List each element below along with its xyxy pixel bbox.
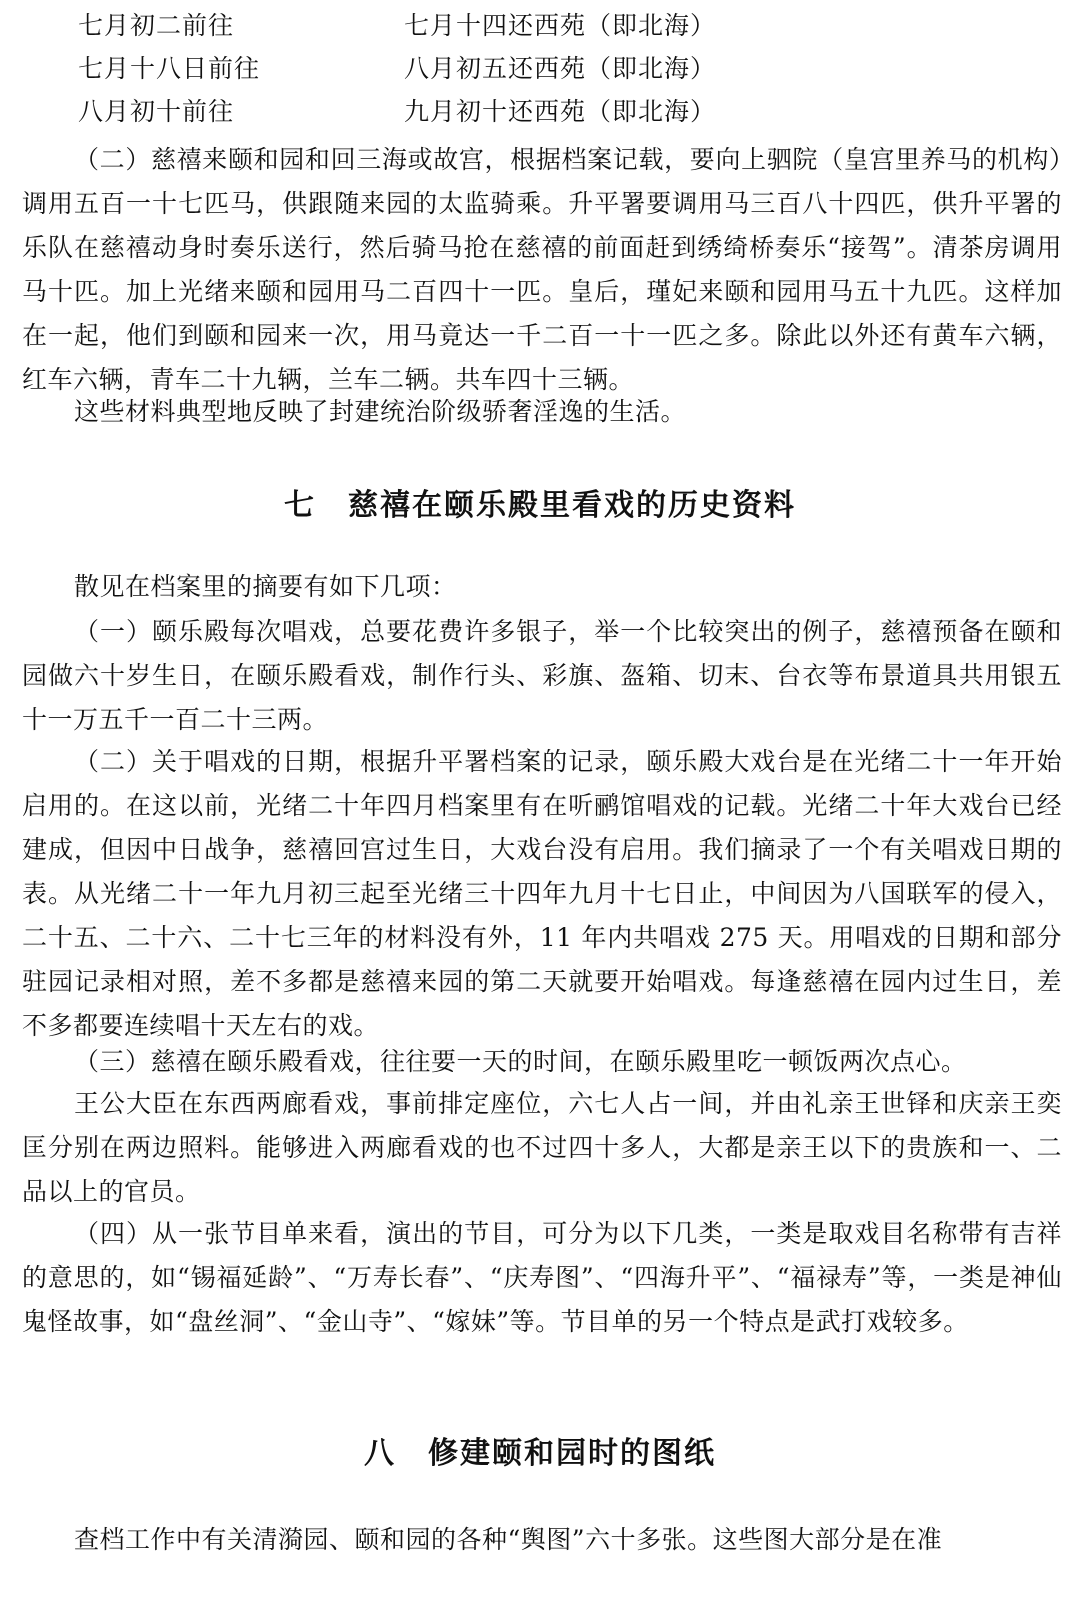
schedule-return: 九月初十还西苑（即北海） <box>404 97 717 126</box>
paragraph-summary: 这些材料典型地反映了封建统治阶级骄奢淫逸的生活。 <box>74 397 687 426</box>
paragraph-drawings: 查档工作中有关清漪园、颐和园的各种“舆图”六十多张。这些图大部分是在准 <box>74 1525 943 1554</box>
schedule-depart: 七月十八日前往 <box>78 54 261 83</box>
paragraph-intro: 散见在档案里的摘要有如下几项： <box>74 572 457 601</box>
schedule-row <box>78 92 717 132</box>
schedule-depart: 八月初十前往 <box>78 97 235 126</box>
paragraph-item-4: （四）从一张节目单来看，演出的节目，可分为以下几类，一类是取戏目名称带有吉祥的意思的，如“锡福延龄”、“万寿长春”、“庆寿图”、“四海升平”、“福禄寿”等，一类是神仙鬼怪故事，如“盘丝洞”、“金山寺”、“嫁妹”等。节目单的另一个特点是武打戏较多。 <box>22 1219 1062 1336</box>
paragraph-horses-carriages: （二）慈禧来颐和园和回三海或故宫，根据档案记载，要向上驷院（皇宫里养马的机构）调用五百一十七匹马，供跟随来园的太监骑乘。升平署要调用马三百八十四匹，供升平署的乐队在慈禧动身时奏乐送行，然后骑马抢在慈禧的前面赶到绣绮桥奏乐“接驾”。清茶房调用马十匹。加上光绪来颐和园用马二百四十一匹。皇后，瑾妃来颐和园用马五十九匹。这样加在一起，他们到颐和园来一次，用马竟达一千二百一十一匹之多。除此以外还有黄车六辆，红车六辆，青车二十九辆，兰车二辆。共车四十三辆。 <box>22 145 1062 394</box>
paragraph-item-1: （一）颐乐殿每次唱戏，总要花费许多银子，举一个比较突出的例子，慈禧预备在颐和园做六十岁生日，在颐乐殿看戏，制作行头、彩旗、盔箱、切末、台衣等布景道具共用银五十一万五千一百二十三两。 <box>22 617 1062 734</box>
section-8-heading: 八 修建颐和园时的图纸 <box>364 1436 716 1471</box>
section-7-heading: 七 慈禧在颐乐殿里看戏的历史资料 <box>284 488 796 523</box>
paragraph-item-2: （二）关于唱戏的日期，根据升平署档案的记录，颐乐殿大戏台是在光绪二十一年开始启用的。在这以前，光绪二十年四月档案里有在听鹂馆唱戏的记载。光绪二十年大戏台已经建成，但因中日战争，慈禧回宫过生日，大戏台没有启用。我们摘录了一个有关唱戏日期的表。从光绪二十一年九月初三起至光绪三十四年九月十七日止，中间因为八国联军的侵入，二十五、二十六、二十七三年的材料没有外，11 年内共唱戏 275 天。用唱戏的日期和部分驻园记录相对照，差不多都是慈禧来园的第二天就要开始唱戏。每逢慈禧在园内过生日，差不多都要连续唱十天左右的戏。 <box>22 747 1062 1040</box>
schedule-return: 七月十四还西苑（即北海） <box>404 11 717 40</box>
schedule-row <box>78 6 717 46</box>
paragraph-item-3-continued: 王公大臣在东西两廊看戏，事前排定座位，六七人占一间，并由礼亲王世铎和庆亲王奕匡分别在两边照料。能够进入两廊看戏的也不过四十多人，大都是亲王以下的贵族和一、二品以上的官员。 <box>22 1089 1062 1206</box>
schedule-depart: 七月初二前往 <box>78 11 235 40</box>
paragraph-item-3: （三）慈禧在颐乐殿看戏，往往要一天的时间，在颐乐殿里吃一顿饭两次点心。 <box>74 1047 967 1076</box>
schedule-return: 八月初五还西苑（即北海） <box>404 54 717 83</box>
schedule-row <box>78 49 717 89</box>
